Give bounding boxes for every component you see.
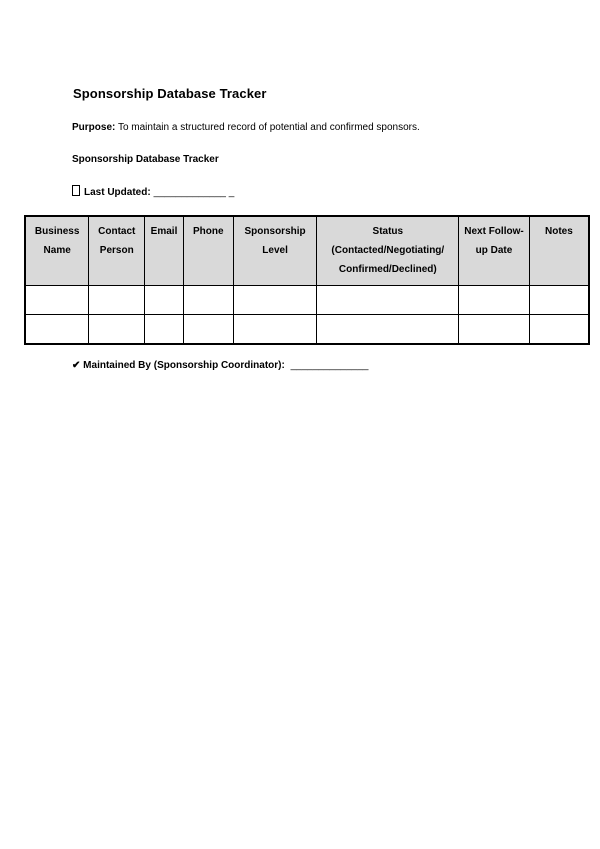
header-email: Email [145,216,184,286]
table-cell[interactable] [89,315,145,345]
table-cell[interactable] [145,315,184,345]
table-cell[interactable] [317,315,459,345]
header-phone: Phone [183,216,233,286]
header-contact-person: Contact Person [89,216,145,286]
header-next-follow-up-date: Next Follow-up Date [459,216,530,286]
table-cell[interactable] [529,315,589,345]
table-cell[interactable] [233,286,317,315]
table-cell[interactable] [25,315,89,345]
checkmark-icon: ✔ [72,360,81,371]
subheading: Sponsorship Database Tracker [72,154,219,165]
header-status: Status (Contacted/Negotiating/ Confirmed/Declined) [317,216,459,286]
table-header-row [25,216,589,286]
purpose-label: Purpose: [72,122,116,133]
last-updated-line [72,185,234,198]
table-cell[interactable] [233,315,317,345]
page-title: Sponsorship Database Tracker [73,86,267,101]
table-cell[interactable] [459,286,530,315]
checkbox-icon [72,185,80,196]
table-cell[interactable] [145,286,184,315]
sponsorship-table [24,215,590,345]
table-cell[interactable] [529,286,589,315]
purpose-text: To maintain a structured record of potential and confirmed sponsors. [117,122,420,133]
last-updated-blank: _____________ _ [153,187,235,198]
table-cell[interactable] [459,315,530,345]
header-notes: Notes [529,216,589,286]
maintained-by-blank: ______________ [290,360,369,371]
header-business-name: Business Name [25,216,89,286]
purpose-line [72,122,420,133]
header-sponsorship-level: Sponsorship Level [233,216,317,286]
last-updated-label: Last Updated: [84,187,151,198]
table-row [25,286,589,315]
maintained-by-label: Maintained By (Sponsorship Coordinator): [83,360,285,371]
table-cell[interactable] [317,286,459,315]
table-cell[interactable] [183,315,233,345]
maintained-by-line [72,360,369,371]
table-cell[interactable] [25,286,89,315]
table-cell[interactable] [89,286,145,315]
table-cell[interactable] [183,286,233,315]
table-row [25,315,589,345]
